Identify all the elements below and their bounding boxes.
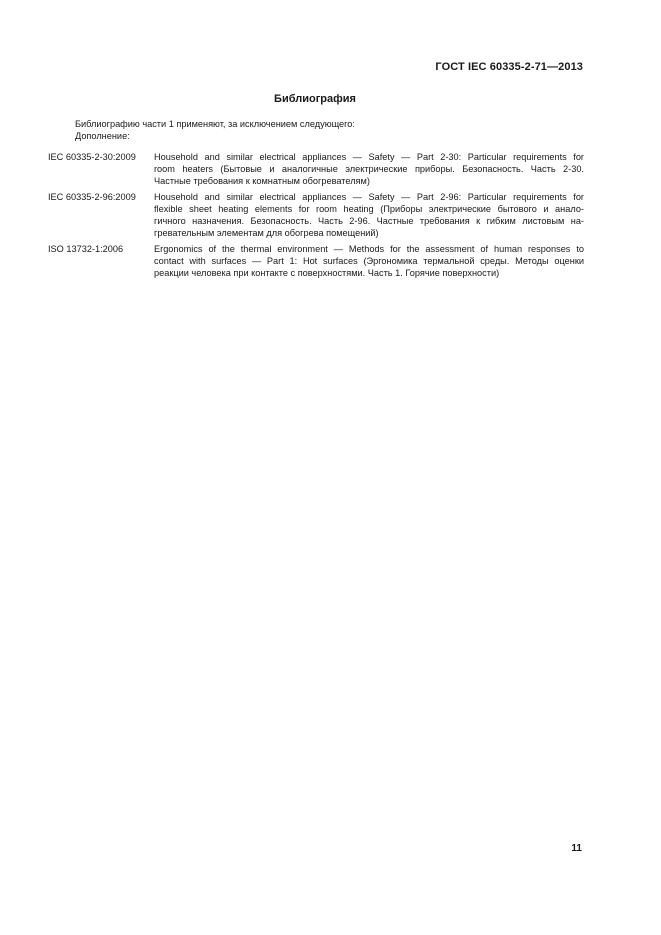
- reference-description: [154, 243, 584, 279]
- reference-line: гревательным элементам для обогрева помещений): [154, 228, 379, 238]
- reference-code: ISO 13732-1:2006: [48, 244, 124, 254]
- reference-line: Частные требования к комнатным обогревателям): [154, 176, 370, 186]
- reference-line: flexible sheet heating elements for room heating (Приборы электрические бытового и анало-: [154, 204, 584, 214]
- intro-line: Дополнение:: [75, 131, 130, 141]
- reference-line: room heaters (Бытовые и аналогичные электрические приборы. Безопасность. Часть 2-30.: [154, 164, 584, 174]
- standard-code: ГОСТ IEC 60335-2-71—2013: [435, 61, 583, 73]
- reference-line: гичного назначения. Безопасность. Часть 2-96. Частные требования к гибким листовым на-: [154, 216, 584, 226]
- intro-text: [75, 118, 355, 142]
- reference-item: [48, 191, 584, 239]
- reference-line: Ergonomics of the thermal environment — Methods for the assessment of human responses to: [154, 244, 584, 254]
- intro-line: Библиографию части 1 применяют, за исключением следующего:: [75, 119, 355, 129]
- page-number: 11: [571, 843, 582, 854]
- reference-line: Household and similar electrical appliances — Safety — Part 2-96: Particular requirements for: [154, 192, 584, 202]
- reference-list: [48, 151, 584, 283]
- reference-description: [154, 191, 584, 239]
- reference-code: IEC 60335-2-30:2009: [48, 152, 136, 162]
- bibliography-title: Библиография: [274, 93, 356, 105]
- reference-item: [48, 243, 584, 279]
- reference-line: Household and similar electrical appliances — Safety — Part 2-30: Particular requirements for: [154, 152, 584, 162]
- reference-description: [154, 151, 584, 187]
- reference-line: contact with surfaces — Part 1: Hot surfaces (Эргономика термальной среды. Методы оценки: [154, 256, 584, 266]
- reference-line: реакции человека при контакте с поверхностями. Часть 1. Горячие поверхности): [154, 268, 500, 278]
- reference-code: IEC 60335-2-96:2009: [48, 192, 136, 202]
- reference-item: [48, 151, 584, 187]
